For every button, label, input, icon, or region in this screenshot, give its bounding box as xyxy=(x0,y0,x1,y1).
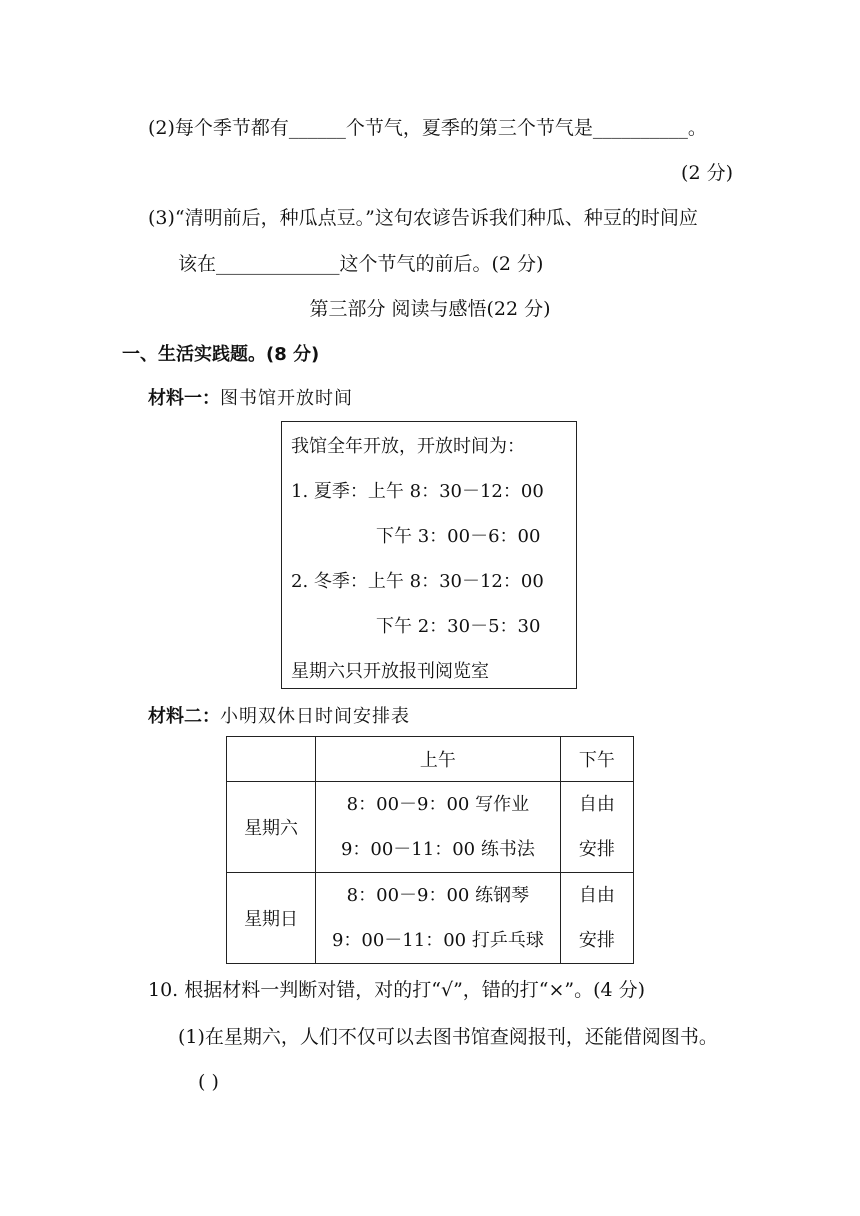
schedule-item: 8：00－9：00 练钢琴 xyxy=(346,885,530,906)
schedule-item: 安排 xyxy=(578,839,615,860)
table-cell-afternoon xyxy=(560,873,633,964)
schedule-item: 9：00－11：00 练书法 xyxy=(340,839,535,860)
material-1-label: 材料一： xyxy=(148,388,220,409)
schedule-item: 8：00－9：00 写作业 xyxy=(346,794,530,815)
material-2-label: 材料二： xyxy=(148,706,220,727)
material-1-title: 图书馆开放时间 xyxy=(220,388,353,409)
question-10-sub-1: (1)在星期六，人们不仅可以去图书馆查阅报刊，还能借阅图书。 xyxy=(178,1026,718,1048)
library-hours-winter-morning: 2. 冬季：上午 8：30－12：00 xyxy=(291,571,544,592)
question-2-score: (2 分) xyxy=(681,162,733,184)
question-3-line-1: (3)“清明前后，种瓜点豆。”这句农谚告诉我们种瓜、种豆的时间应 xyxy=(148,207,698,229)
table-header-afternoon: 下午 xyxy=(560,737,633,782)
question-2: (2)每个季节都有______个节气，夏季的第三个节气是__________。 xyxy=(148,117,707,139)
table-cell-day: 星期六 xyxy=(227,782,316,873)
schedule-item: 自由 xyxy=(578,885,615,906)
schedule-item: 9：00－11：00 打乒乓球 xyxy=(331,930,544,951)
part-3-title: 第三部分 阅读与感悟(22 分) xyxy=(309,298,551,320)
library-hours-summer-afternoon: 下午 3：00－6：00 xyxy=(376,526,541,547)
library-hours-winter-afternoon: 下午 2：30－5：30 xyxy=(376,616,541,637)
table-header-morning: 上午 xyxy=(316,737,561,782)
library-hours-intro: 我馆全年开放，开放时间为： xyxy=(291,436,525,457)
table-header-row xyxy=(227,737,634,782)
library-hours-saturday-note: 星期六只开放报刊阅览室 xyxy=(291,661,489,682)
table-cell-afternoon xyxy=(560,782,633,873)
library-hours-summer-morning: 1. 夏季：上午 8：30－12：00 xyxy=(291,481,544,502)
table-row xyxy=(227,873,634,964)
schedule-item: 自由 xyxy=(578,794,615,815)
question-3-line-2: 该在_____________这个节气的前后。(2 分) xyxy=(178,253,544,275)
table-header-empty xyxy=(227,737,316,782)
table-cell-morning xyxy=(316,873,561,964)
material-2-title: 小明双休日时间安排表 xyxy=(220,706,410,727)
section-1-title: 一、生活实践题。(8 分) xyxy=(122,344,320,365)
material-1-heading xyxy=(148,385,353,412)
question-10: 10. 根据材料一判断对错，对的打“√”，错的打“×”。(4 分) xyxy=(148,979,646,1001)
table-row xyxy=(227,782,634,873)
schedule-item: 安排 xyxy=(578,930,615,951)
material-2-heading xyxy=(148,703,410,730)
table-cell-morning xyxy=(316,782,561,873)
answer-bracket[interactable]: ( ) xyxy=(198,1071,219,1093)
table-cell-day: 星期日 xyxy=(227,873,316,964)
weekend-schedule-table xyxy=(226,736,634,964)
library-hours-box xyxy=(281,421,577,689)
